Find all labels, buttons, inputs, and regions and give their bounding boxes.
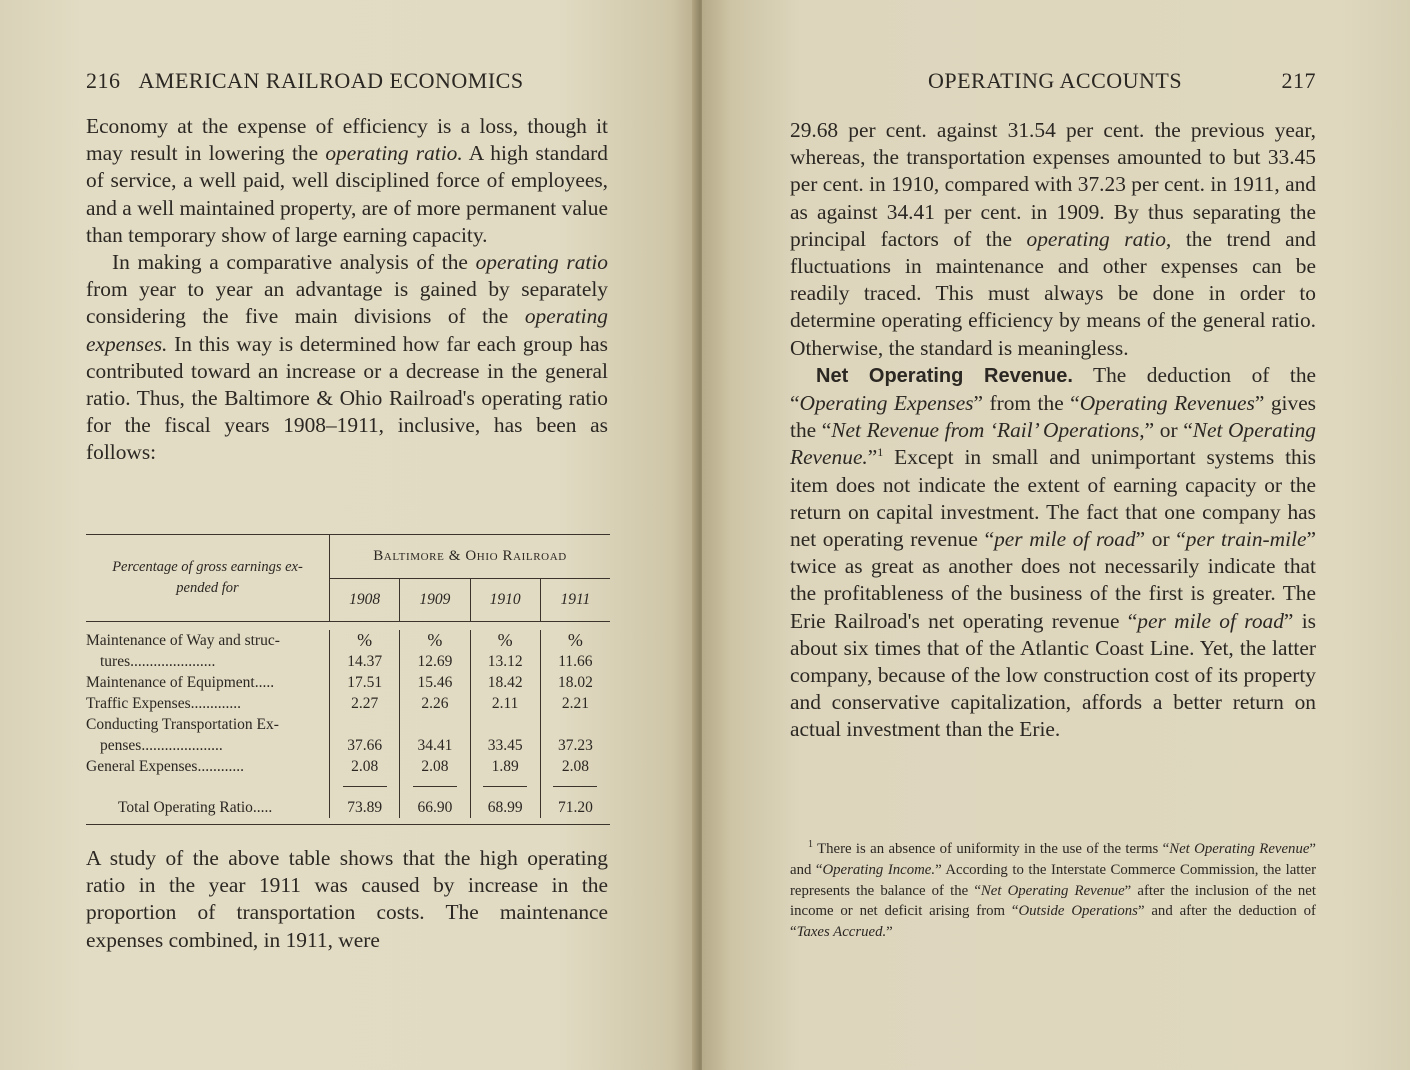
- cell: 34.41: [417, 737, 453, 754]
- table-body: [86, 622, 610, 824]
- total-cell: 68.99: [487, 799, 523, 816]
- right-running-title: OPERATING ACCOUNTS: [928, 68, 1183, 93]
- cell: 1.89: [491, 758, 519, 775]
- railroad-header: Baltimore & Ohio Railroad: [330, 535, 610, 579]
- section-heading: Net Operating Revenue.: [816, 364, 1073, 387]
- paragraph-net-operating-revenue: Net Operating Revenue. The deduction of the “Operating Expenses” from the “Operating Revenues” gives the “Net Revenue from ‘Rail’ Operations,” or “Net Operating Revenue.”$^1$ Except in small and unimportant systems this item does not indicate the extent of earning capacity or the return on capital investment. The fact that one company has net operating revenue “per mile of road” or “per train-mile” twice as great as another does not necessarily indicate that the profitableness of the business of the first is greater. The Erie Railroad's net operating revenue “per mile of road” is about six times that of the Atlantic Coast Line. Yet, the latter company, because of the low construction cost of its property and conservative capitalization, affords a better return on actual investment than the Erie.: [790, 362, 1317, 742]
- row-label: Conducting Transportation Ex-: [86, 716, 279, 733]
- right-running-head: [928, 68, 1316, 94]
- right-page-number: 217: [1281, 68, 1316, 93]
- cell: 2.11: [491, 695, 519, 712]
- cell: 2.08: [351, 758, 379, 775]
- row-label: tures......................: [100, 653, 216, 670]
- year-1911: 1911: [540, 579, 610, 621]
- left-text-top: [86, 113, 608, 467]
- column-1908: % 14.37 17.51 2.27 37.66 2.08 73.89: [330, 630, 399, 818]
- footnote-mark: 1: [808, 839, 813, 850]
- year-1910: 1910: [470, 579, 540, 621]
- total-label: Total Operating Ratio.....: [118, 799, 273, 816]
- row-label: Maintenance of Equipment.....: [86, 674, 275, 691]
- stub-header: Percentage of gross earnings ex- pended for: [86, 535, 330, 621]
- cell: 2.08: [421, 758, 449, 775]
- year-1909: 1909: [399, 579, 469, 621]
- cell: 2.08: [561, 758, 589, 775]
- right-page: [702, 0, 1410, 1070]
- right-text: [790, 117, 1316, 744]
- row-label: Traffic Expenses.............: [86, 695, 241, 712]
- cell: 18.42: [487, 674, 523, 691]
- year-1908: 1908: [349, 591, 381, 608]
- operating-ratio-table: [86, 534, 610, 825]
- cell: 11.66: [558, 653, 593, 670]
- row-label: General Expenses............: [86, 758, 244, 775]
- cell: 17.51: [347, 674, 383, 691]
- footnote: $^1$ There is an absence of uniformity in the use of the terms “Net Operating Revenue” and “Operating Income.” According to the Interstate Commerce Commission, the latter represents the balance of the “Net Operating Revenue” after the inclusion of the net income or net deficit arising from “Outside Operations” and after the deduction of “Taxes Accrued.”: [790, 839, 1317, 941]
- total-cell: 66.90: [417, 799, 453, 816]
- left-running-head: [86, 68, 608, 94]
- paragraph-economy: Economy at the expense of efficiency is a loss, though it may result in lowering the operating ratio. A high standard of service, a well paid, well disciplined force of employees, and a well maintained property, are of more permanent value than temporary show of large earning capacity.: [86, 114, 609, 247]
- cell: 14.37: [347, 653, 383, 670]
- cell: 18.02: [557, 674, 593, 691]
- column-1910: % 13.12 18.42 2.11 33.45 1.89 68.99: [470, 630, 540, 818]
- left-page-number: 216: [86, 68, 121, 93]
- paragraph-comparative-analysis: In making a comparative analysis of the operating ratio from year to year an advantage is gained by separately considering the five main divisions of the operating expenses. In this way is determined how far each group has contributed toward an increase or a decrease in the general ratio. Thus, the Baltimore & Ohio Railroad's operating ratio for the fiscal years 1908–1911, inclusive, has been as follows:: [86, 250, 608, 465]
- row-labels: [86, 630, 330, 818]
- cell: 37.66: [347, 737, 383, 754]
- cell: 13.12: [487, 653, 523, 670]
- left-page: [0, 0, 698, 1070]
- cell: 2.27: [351, 695, 379, 712]
- cell: 12.69: [417, 653, 453, 670]
- cell: 37.23: [557, 737, 593, 754]
- cell: 2.26: [421, 695, 449, 712]
- cell: 2.21: [561, 695, 589, 712]
- total-cell: 71.20: [557, 799, 593, 816]
- cell: 15.46: [417, 674, 453, 691]
- year-headers: [330, 579, 610, 621]
- paragraph-study: A study of the above table shows that the high operating ratio in the year 1911 was caused by increase in the proportion of transportation costs. The maintenance expenses combined, in 1911, were: [86, 846, 608, 952]
- total-cell: 73.89: [347, 799, 383, 816]
- footnote-reference: 1: [877, 445, 884, 460]
- column-1909: % 12.69 15.46 2.26 34.41 2.08 66.90: [399, 630, 469, 818]
- row-label: Maintenance of Way and struc-: [86, 632, 280, 649]
- column-1911: % 11.66 18.02 2.21 37.23 2.08 71.20: [540, 630, 610, 818]
- left-text-bottom: [86, 845, 608, 954]
- row-label: penses.....................: [100, 737, 223, 754]
- paragraph-maintenance: 29.68 per cent. against 31.54 per cent. the previous year, whereas, the transportation expenses amounted to but 33.45 per cent. in 1910, compared with 37.23 per cent. in 1911, and as against 34.41 per cent. in 1909. By thus separating the principal factors of the operating ratio, the trend and fluctuations in maintenance and other expenses can be readily traced. This must always be done in order to determine operating efficiency by means of the general ratio. Otherwise, the standard is meaningless.: [790, 118, 1316, 360]
- cell: 33.45: [487, 737, 523, 754]
- left-running-title: AMERICAN RAILROAD ECONOMICS: [138, 68, 524, 93]
- table-header: [86, 535, 610, 622]
